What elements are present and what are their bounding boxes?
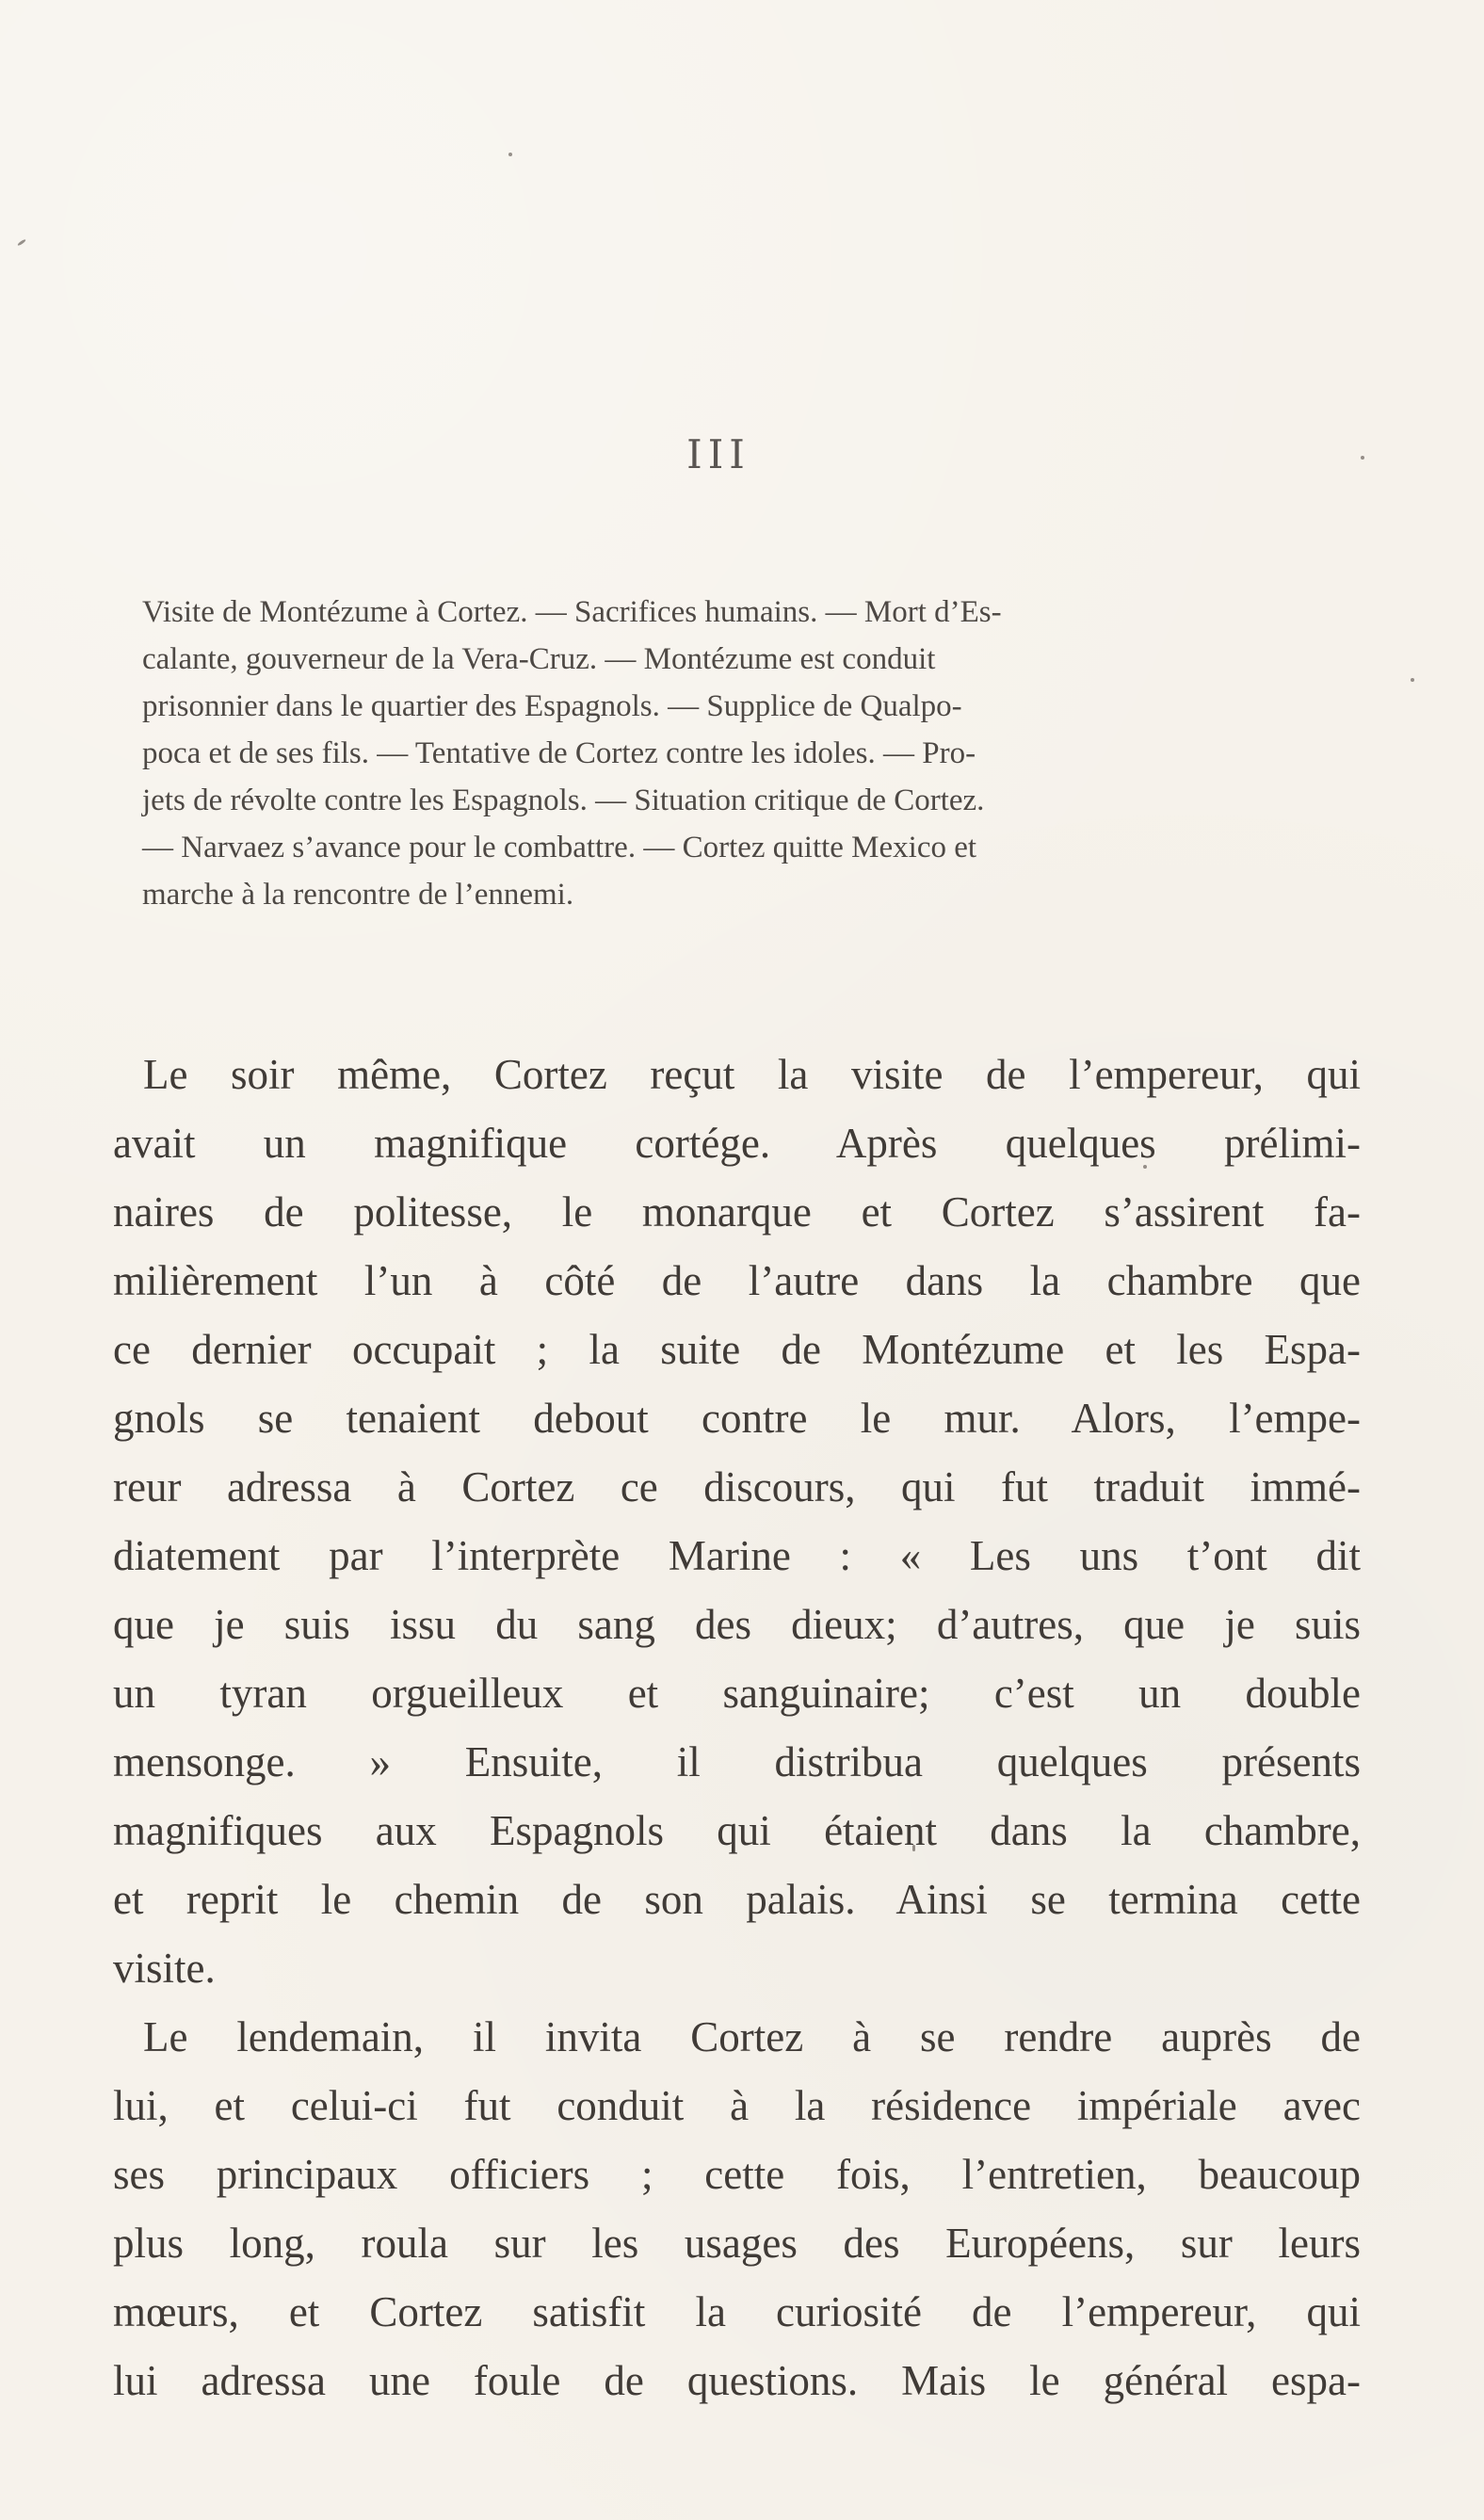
- summary-line: Visite de Montézume à Cortez. — Sacrifices humains. — Mort d’Es-: [142, 595, 1002, 629]
- main-body-text: [113, 1041, 1361, 2415]
- summary-line: marche à la rencontre de l’ennemi.: [142, 878, 574, 912]
- paragraph-line: ce dernier occupait ; la suite de Montézume et les Espa-: [113, 1326, 1361, 1373]
- paragraph-line: lui, et celui-ci fut conduit à la résidence impériale avec: [113, 2082, 1361, 2129]
- paragraph-line: milièrement l’un à côté de l’autre dans la chambre que: [113, 1257, 1361, 1304]
- paragraph-line: plus long, roula sur les usages des Européens, sur leurs: [113, 2220, 1361, 2267]
- paragraph-line: diatement par l’interprète Marine : « Les uns t’ont dit: [113, 1532, 1361, 1579]
- paragraph-line: magnifiques aux Espagnols qui étaient dans la chambre,: [113, 1807, 1361, 1854]
- paragraph-1: [113, 1041, 1361, 2003]
- paragraph-line: reur adressa à Cortez ce discours, qui fut traduit immé-: [113, 1463, 1361, 1510]
- bleed-through-text: [188, 104, 1365, 228]
- paragraph-line: mœurs, et Cortez satisfit la curiosité de l’empereur, qui: [113, 2288, 1361, 2335]
- ink-speck: [17, 238, 26, 246]
- ink-speck: [508, 153, 512, 156]
- paragraph-line: Le soir même, Cortez reçut la visite de l’empereur, qui: [143, 1051, 1361, 1098]
- chapter-number: III: [686, 431, 750, 477]
- paragraph-2: [113, 2003, 1361, 2415]
- summary-line: — Narvaez s’avance pour le combattre. — Cortez quitte Mexico et: [142, 831, 977, 864]
- paragraph-line: gnols se tenaient debout contre le mur. Alors, l’empe-: [113, 1395, 1361, 1442]
- chapter-summary: [142, 589, 1353, 918]
- paragraph-line: que je suis issu du sang des dieux; d’autres, que je suis: [113, 1601, 1361, 1648]
- paragraph-line: Le lendemain, il invita Cortez à se rendre auprès de: [143, 2013, 1361, 2060]
- paragraph-line: visite.: [113, 1945, 216, 1992]
- paragraph-line: mensonge. » Ensuite, il distribua quelques présents: [113, 1738, 1361, 1785]
- summary-line: calante, gouverneur de la Vera-Cruz. — Montézume est conduit: [142, 642, 936, 676]
- paragraph-line: un tyran orgueilleux et sanguinaire; c’est un double: [113, 1670, 1361, 1717]
- ink-speck: [1361, 456, 1364, 460]
- summary-line: poca et de ses fils. — Tentative de Cortez contre les idoles. — Pro-: [142, 736, 976, 770]
- summary-line: jets de révolte contre les Espagnols. — Situation critique de Cortez.: [142, 783, 985, 817]
- paragraph-line: ses principaux officiers ; cette fois, l’entretien, beaucoup: [113, 2151, 1361, 2198]
- paragraph-line: avait un magnifique cortége. Après quelques prélimi-: [113, 1120, 1361, 1167]
- paragraph-line: lui adressa une foule de questions. Mais le général espa-: [113, 2357, 1361, 2404]
- summary-line: prisonnier dans le quartier des Espagnols. — Supplice de Qualpo-: [142, 689, 962, 723]
- paragraph-line: et reprit le chemin de son palais. Ainsi se termina cette: [113, 1876, 1361, 1923]
- ink-speck: [1411, 678, 1414, 682]
- paragraph-line: naires de politesse, le monarque et Cortez s’assirent fa-: [113, 1188, 1361, 1236]
